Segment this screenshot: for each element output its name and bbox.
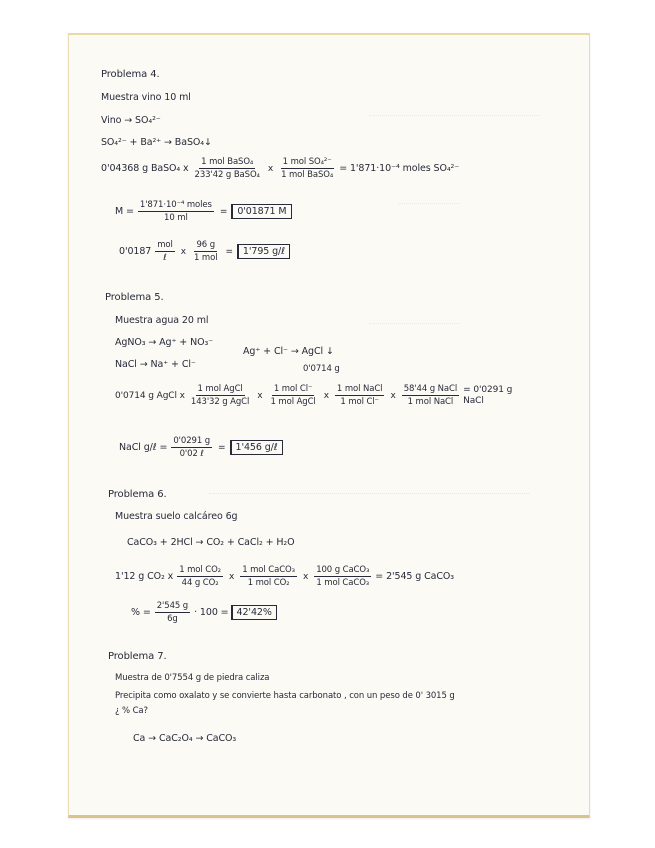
boxed-result: 42'42% bbox=[231, 605, 277, 620]
fraction: $\frac{\text{1 mol Cl⁻}}{\text{1 mol AgCl}}$ bbox=[270, 384, 316, 407]
fraction: $\frac{\text{58'44 g NaCl}}{\text{1 mol NaCl}}$ bbox=[403, 384, 458, 407]
fraction: $\frac{\text{mol}}{\text{ℓ}}$ bbox=[157, 240, 173, 263]
problem-6-sample: Muestra suelo calcáreo 6g bbox=[115, 511, 238, 522]
bleed-through-mark bbox=[209, 485, 529, 494]
calc-start: 0'04368 g BaSO₄ x bbox=[101, 163, 189, 174]
fraction: $\frac{\text{1 mol AgCl}}{\text{143'32 g AgCl}}$ bbox=[190, 384, 250, 407]
problem-5-title: Problema 5. bbox=[105, 292, 164, 303]
fraction: $\frac{0'0291 g}{\text{0'02 ℓ}}$ bbox=[173, 436, 211, 459]
fraction: $\frac{\text{1 mol CO₂}}{\text{44 g CO₂}}$ bbox=[179, 565, 221, 588]
fraction: $\frac{2'545 g}{6g}$ bbox=[156, 601, 189, 624]
fraction: $\frac{96 g}{\text{1 mol}}$ bbox=[194, 240, 218, 263]
percentage-multiplier: · 100 = bbox=[194, 607, 229, 618]
problem-6-title: Problema 6. bbox=[108, 489, 167, 500]
calc-result: = 1'871·10⁻⁴ moles SO₄²⁻ bbox=[339, 163, 460, 174]
calc-start: 1'12 g CO₂ x bbox=[115, 571, 174, 582]
value: 0'0187 bbox=[119, 246, 152, 257]
problem-5-reaction-2: NaCl → Na⁺ + Cl⁻ bbox=[115, 359, 196, 370]
problem-4-molarity: M = $\frac{\text{1'871·10⁻⁴ moles}}{10 ml}$ = 0'01871 M bbox=[115, 200, 292, 223]
problem-5-reaction-1: AgNO₃ → Ag⁺ + NO₃⁻ bbox=[115, 337, 214, 348]
problem-4-concentration: 0'0187 $\frac{\text{mol}}{\text{ℓ}}$ x $\frac{96 g}{\text{1 mol}}$ = 1'795 g/ℓ bbox=[119, 240, 290, 263]
fraction: $\frac{\text{1'871·10⁻⁴ moles}}{10 ml}$ bbox=[139, 200, 212, 223]
problem-5-calculation: 0'0714 g AgCl x $\frac{\text{1 mol AgCl}}{\text{143'32 g AgCl}}$ x $\frac{\text{1 mol Cl⁻}}{\text{1 mol AgCl}}$ x $\frac{\text{1 mol NaCl}}{\text{1 mol Cl⁻}}$ x $\frac{\text{58'44 g NaCl}}{\text{1 mol NaCl}}$ = 0'0291 g NaCl bbox=[115, 384, 525, 407]
fraction: $\frac{\text{100 g CaCO₃}}{\text{1 mol CaCO₃}}$ bbox=[316, 565, 370, 588]
problem-5-sample: Muestra agua 20 ml bbox=[115, 315, 209, 326]
concentration-label: NaCl g/ℓ = bbox=[119, 442, 168, 453]
calc-start: 0'0714 g AgCl x bbox=[115, 390, 185, 401]
molarity-label: M = bbox=[115, 206, 134, 217]
bleed-through-mark bbox=[369, 105, 539, 116]
problem-4-reaction-2: SO₄²⁻ + Ba²⁺ → BaSO₄↓ bbox=[101, 137, 212, 148]
fraction: $\frac{\text{1 mol NaCl}}{\text{1 mol Cl⁻}}$ bbox=[336, 384, 383, 407]
problem-7-reaction: Ca → CaC₂O₄ → CaCO₃ bbox=[133, 733, 237, 744]
problem-4-reaction-1: Vino → SO₄²⁻ bbox=[101, 115, 161, 126]
percentage-label: % = bbox=[131, 607, 151, 618]
problem-4-title: Problema 4. bbox=[101, 69, 160, 80]
problem-7-line-2: Precipita como oxalato y se convierte hasta carbonato , con un peso de 0' 3015 g bbox=[115, 691, 455, 701]
calc-result: = 2'545 g CaCO₃ bbox=[375, 571, 455, 582]
boxed-result: 1'456 g/ℓ bbox=[230, 440, 283, 455]
boxed-result: 0'01871 M bbox=[231, 204, 291, 219]
boxed-result: 1'795 g/ℓ bbox=[237, 244, 290, 259]
fraction: $\frac{\text{1 mol CaCO₃}}{\text{1 mol CO₂}}$ bbox=[242, 565, 295, 588]
problem-6-percentage bbox=[131, 601, 277, 624]
problem-7-line-3: ¿ % Ca? bbox=[115, 706, 148, 716]
problem-4-calculation: 0'04368 g BaSO₄ x $\frac{\text{1 mol BaSO₄}}{\text{233'42 g BaSO₄}}$ x $\frac{\text{1 mol SO₄²⁻}}{\text{1 mol BaSO₄}}$ = 1'871·10⁻⁴ moles SO₄²⁻ bbox=[101, 157, 460, 180]
problem-5-reaction-3: Ag⁺ + Cl⁻ → AgCl ↓ bbox=[243, 346, 334, 357]
problem-7-line-1: Muestra de 0'7554 g de piedra caliza bbox=[115, 673, 270, 683]
bleed-through-mark bbox=[399, 195, 459, 204]
problem-7-title: Problema 7. bbox=[108, 651, 167, 662]
problem-4-sample: Muestra vino 10 ml bbox=[101, 92, 191, 103]
problem-5-concentration: NaCl g/ℓ = $\frac{0'0291 g}{\text{0'02 ℓ}}$ = 1'456 g/ℓ bbox=[119, 436, 283, 459]
fraction: $\frac{\text{1 mol BaSO₄}}{\text{233'42 g BaSO₄}}$ bbox=[194, 157, 260, 180]
problem-6-reaction: CaCO₃ + 2HCl → CO₂ + CaCl₂ + H₂O bbox=[127, 537, 295, 548]
calc-result: = 0'0291 g NaCl bbox=[463, 384, 513, 406]
bleed-through-mark bbox=[369, 315, 459, 324]
problem-5-mass-note: 0'0714 g bbox=[303, 364, 340, 374]
problem-6-calculation: 1'12 g CO₂ x $\frac{\text{1 mol CO₂}}{\text{44 g CO₂}}$ x $\frac{\text{1 mol CaCO₃}}{\text{1 mol CO₂}}$ x $\frac{\text{100 g CaCO₃}}{\text{1 mol CaCO₃}}$ = 2'545 g CaCO₃ bbox=[115, 565, 455, 588]
fraction: $\frac{\text{1 mol SO₄²⁻}}{\text{1 mol BaSO₄}}$ bbox=[281, 157, 334, 180]
